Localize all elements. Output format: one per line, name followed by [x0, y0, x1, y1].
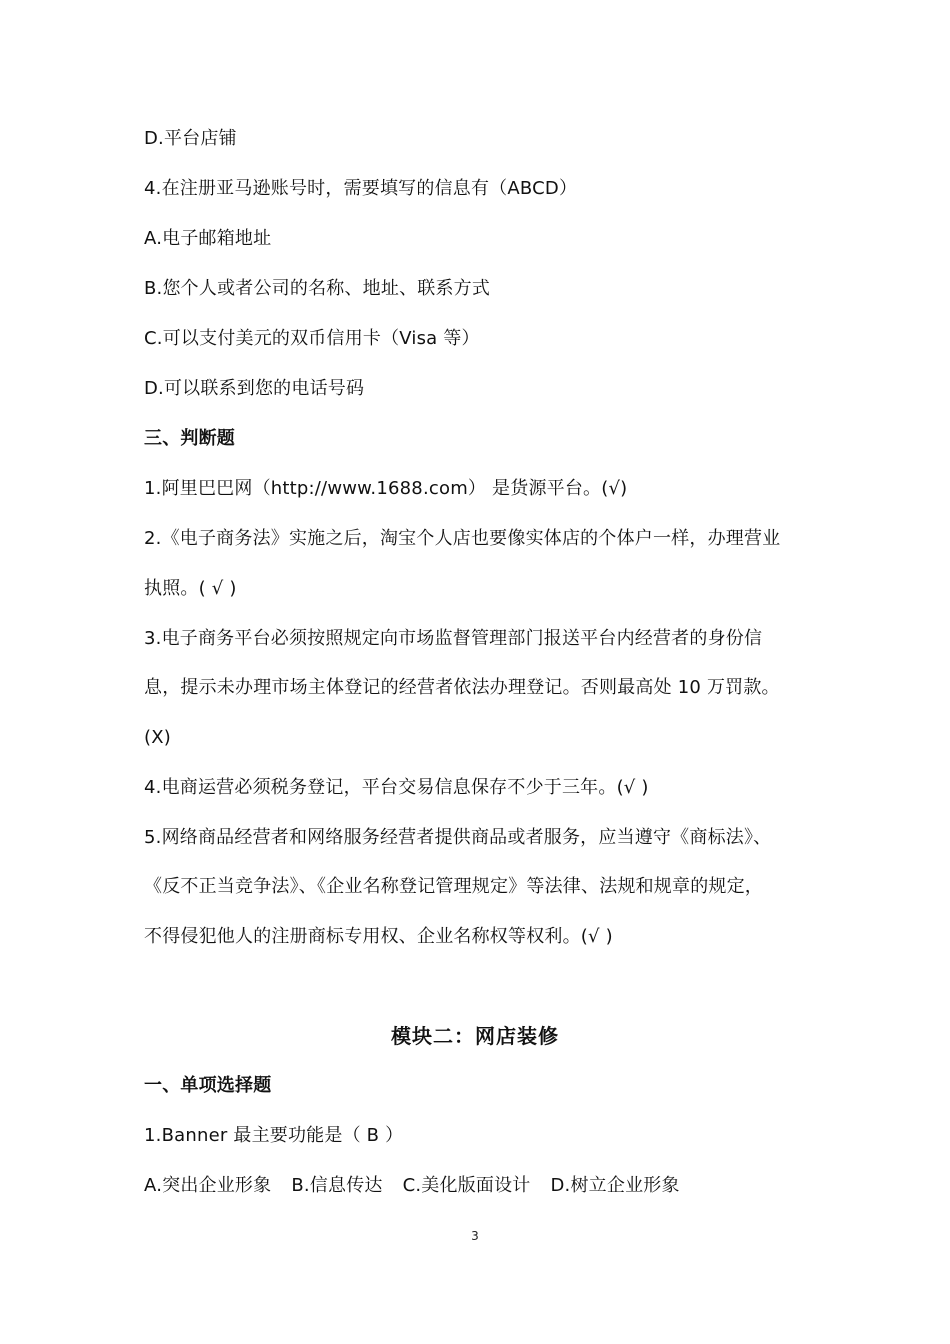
q4-option-b: B.您个人或者公司的名称、地址、联系方式 — [144, 278, 491, 299]
q4-option-c: C.可以支付美元的双币信用卡（Visa 等） — [144, 328, 480, 349]
judgment-heading: 三、判断题 — [144, 428, 235, 449]
page-number: 3 — [471, 1229, 479, 1243]
module-2-title: 模块二：网店装修 — [391, 1024, 559, 1048]
module2-question-1: 1.Banner 最主要功能是（ B ） — [144, 1125, 404, 1146]
judgment-item-3-line-2: 息，提示未办理市场主体登记的经营者依法办理登记。否则最高处 10 万罚款。 — [144, 677, 780, 698]
module2-q1-option-d: D.树立企业形象 — [550, 1175, 680, 1196]
option-d-platform-store: D.平台店铺 — [144, 128, 237, 149]
module2-q1-option-b: B.信息传达 — [291, 1175, 383, 1196]
judgment-item-1: 1.阿里巴巴网（http://www.1688.com） 是货源平台。(√) — [144, 478, 628, 499]
judgment-item-2-line-2: 执照。( √ ) — [144, 578, 237, 599]
module2-q1-option-c: C.美化版面设计 — [402, 1175, 531, 1196]
judgment-item-5-line-2: 《反不正当竞争法》、《企业名称登记管理规定》等法律、法规和规章的规定， — [144, 876, 763, 897]
q4-option-a: A.电子邮箱地址 — [144, 228, 272, 249]
module2-q1-options — [144, 1174, 824, 1198]
judgment-item-4: 4.电商运营必须税务登记，平台交易信息保存不少于三年。(√ ) — [144, 777, 649, 798]
judgment-item-2-line-1: 2.《电子商务法》实施之后，淘宝个人店也要像实体店的个体户一样，办理营业 — [144, 528, 781, 549]
module2-q1-option-a: A.突出企业形象 — [144, 1175, 272, 1196]
judgment-item-5-line-3: 不得侵犯他人的注册商标专用权、企业名称权等权利。(√ ) — [144, 926, 613, 947]
judgment-item-3-line-3: (X) — [144, 727, 171, 748]
question-4: 4.在注册亚马逊账号时，需要填写的信息有（ABCD） — [144, 178, 578, 199]
judgment-item-5-line-1: 5.网络商品经营者和网络服务经营者提供商品或者服务，应当遵守《商标法》、 — [144, 827, 772, 848]
q4-option-d: D.可以联系到您的电话号码 — [144, 378, 365, 399]
judgment-item-3-line-1: 3.电子商务平台必须按照规定向市场监督管理部门报送平台内经营者的身份信 — [144, 628, 763, 649]
single-choice-heading: 一、单项选择题 — [144, 1075, 272, 1096]
